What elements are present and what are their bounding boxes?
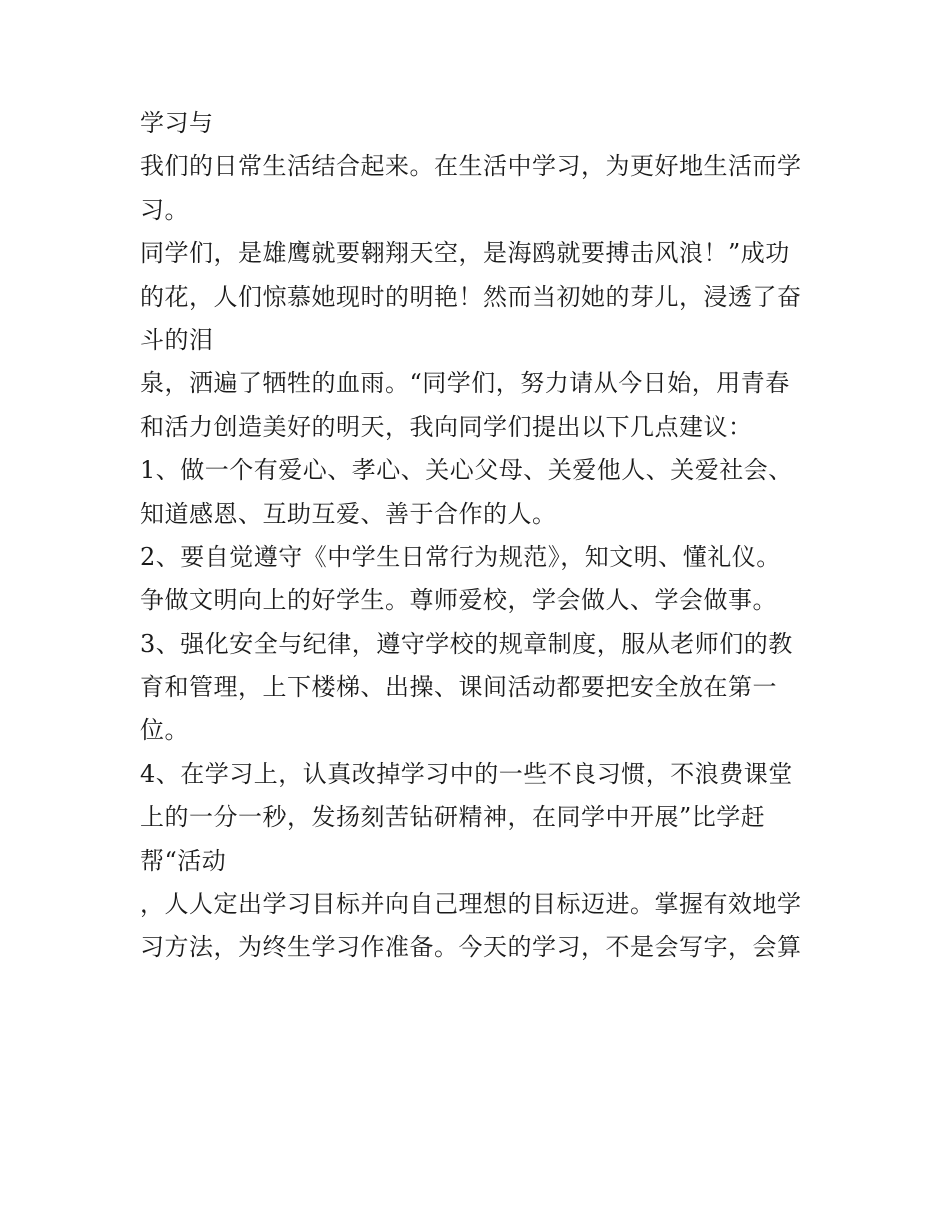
text-line: 位。 (140, 716, 189, 745)
text-line: 习。 (140, 195, 189, 224)
text-line: 争做文明向上的好学生。尊师爱校，学会做人、学会做事。 (140, 586, 777, 615)
text-line: 我们的日常生活结合起来。在生活中学习，为更好地生活而学 (140, 152, 802, 181)
list-item-4: 4、在学习上，认真改掉学习中的一些不良习惯，不浪费课堂 (140, 759, 793, 788)
text-line: 帮“活动 (140, 846, 227, 875)
list-item-1: 1、做一个有爱心、孝心、关心父母、关爱他人、关爱社会、 (140, 456, 793, 485)
list-item-2: 2、要自觉遵守《中学生日常行为规范》，知文明、懂礼仪。 (140, 542, 781, 571)
list-item-3: 3、强化安全与纪律，遵守学校的规章制度，服从老师们的教 (140, 629, 793, 658)
document-body (140, 106, 830, 974)
text-line: ，人人定出学习目标并向自己理想的目标迈进。掌握有效地学 (140, 890, 802, 919)
text-line: 学习与 (140, 109, 214, 137)
text-line: 的花，人们惊慕她现时的明艳！然而当初她的芽儿，浸透了奋 (140, 282, 802, 311)
text-line: 知道感恩、互助互爱、善于合作的人。 (140, 499, 557, 528)
text-line: 习方法，为终生学习作准备。今天的学习，不是会写字，会算 (140, 933, 802, 962)
text-line: 泉，洒遍了牺牲的血雨。“同学们，努力请从今日始，用青春 (140, 369, 790, 398)
text-line: 上的一分一秒，发扬刻苦钻研精神，在同学中开展”比学赶 (140, 803, 766, 832)
text-line: 斗的泪 (140, 325, 214, 354)
text-line: 和活力创造美好的明天，我向同学们提出以下几点建议： (140, 412, 753, 441)
text-line: 育和管理，上下楼梯、出操、课间活动都要把安全放在第一 (140, 673, 777, 702)
text-line: 同学们，是雄鹰就要翱翔天空，是海鸥就要搏击风浪！”成功 (140, 239, 790, 268)
